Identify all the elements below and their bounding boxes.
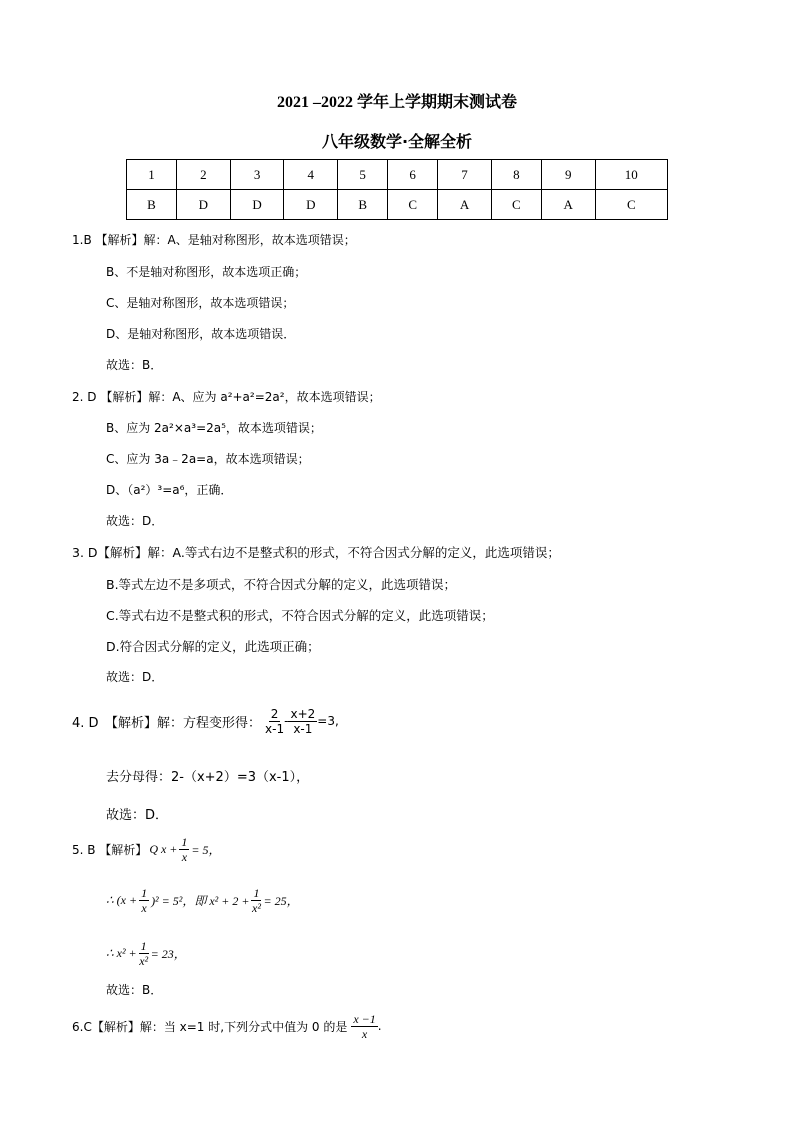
answer-cell: C [491,190,541,220]
q5-l2-numerator-2: 1 [253,885,260,900]
question-number: 6 [388,160,438,190]
question-number: 4 [284,160,338,190]
q6-numerator: x −1 [353,1011,376,1026]
answer-cell: C [595,190,667,220]
answer-cell: D [284,190,338,220]
q5-l2-denominator: x [141,900,147,915]
q2-option-b: B、应为 2a²×a³=2a⁵，故本选项错误； [106,421,322,435]
q1-head: 1.B 【解析】解：A、是轴对称图形，故本选项错误； [72,233,356,247]
answer-table-answer-row [127,190,668,220]
q5-head: 5. B 【解析】 [72,842,148,857]
q1-option-d: D、是轴对称图形，故本选项错误． [106,327,296,341]
q5-l2-numerator: 1 [141,885,148,900]
q1-option-c: C、是轴对称图形，故本选项错误； [106,296,295,310]
q6-denominator: x [361,1026,368,1041]
q4-fraction-2 [288,707,317,736]
q5-l1-denominator: x [181,849,188,864]
q1-choose: 故选：B． [106,358,163,372]
answer-cell: D [177,190,231,220]
page-subtitle: 八年级数学·全解全析 [321,132,473,151]
q5-l3-numerator: 1 [140,938,147,953]
q4-fraction-1 [265,707,284,736]
q5-l1-a: Q x + [149,841,178,856]
q4-head-line [72,701,339,741]
answer-table [126,159,668,220]
q6-fraction [351,1012,377,1041]
q5-l3-denominator: x² [139,953,149,968]
answer-cell: C [388,190,438,220]
question-number: 7 [438,160,492,190]
q5-l2-fraction-2 [251,886,261,915]
q4-fraction-2-numerator: x+2 [290,706,316,721]
q3-choose: 故选：D． [106,670,164,684]
q4-fraction-2-denominator: x-1 [293,721,313,736]
q2-option-c: C、应为 3a﹣2a=a，故本选项错误； [106,452,310,466]
q5-l3-a: ∴ x² + [106,945,137,960]
q3-option-c: C.等式右边不是整式积的形式，不符合因式分解的定义，此选项错误； [106,608,494,623]
question-number: 10 [595,160,667,190]
q4-minus: - [284,714,289,728]
q5-l2-c: = 25， [263,893,299,908]
q2-option-d: D、（a²）³=a⁶，正确． [106,483,233,497]
q5-line3 [106,935,186,971]
q5-l2-denominator-2: x² [252,900,261,915]
q4-line2: 去分母得：2-（x+2）=3（x-1）， [106,770,310,785]
q4-head: 4. D 【解析】解：方程变形得： [72,715,262,731]
question-number: 9 [541,160,595,190]
q5-choose: 故选：B． [106,983,163,997]
q6-tail: . [377,1019,382,1033]
q2-choose: 故选：D． [106,514,164,528]
answer-cell: B [338,190,388,220]
q4-tail: =3, [317,714,339,728]
question-number: 2 [177,160,231,190]
answer-table-number-row [127,160,668,190]
q5-l3-fraction [139,939,149,968]
question-number: 5 [338,160,388,190]
answer-cell: A [541,190,595,220]
question-number: 3 [230,160,284,190]
q4-fraction-1-numerator: 2 [270,706,279,721]
q3-option-b: B.等式左边不是多项式，不符合因式分解的定义，此选项错误； [106,577,457,592]
q5-l1-b: = 5， [191,842,221,857]
answer-cell: B [127,190,177,220]
answer-cell: D [230,190,284,220]
q3-option-d: D.符合因式分解的定义，此选项正确； [106,639,320,654]
q5-line1 [72,832,221,866]
q6-head: 6.C【解析】解：当 x=1 时,下列分式中值为 0 的是 [72,1019,348,1034]
q3-head: 3. D【解析】解：A.等式右边不是整式积的形式，不符合因式分解的定义，此选项错误； [72,545,560,560]
q1-option-b: B、不是轴对称图形，故本选项正确； [106,265,307,279]
page-title: 2021 –2022 学年上学期期末测试卷 [276,94,517,111]
q5-l3-b: = 23， [150,946,186,961]
question-number: 1 [127,160,177,190]
q5-l2-a: ∴ (x + [106,892,138,907]
q5-line2 [106,882,299,918]
question-number: 8 [491,160,541,190]
q2-head: 2. D 【解析】解：A、应为 a²+a²=2a²，故本选项错误； [72,390,381,404]
answer-cell: A [438,190,492,220]
q4-choose: 故选：D． [106,808,169,823]
q6-line [72,1008,382,1044]
q5-l2-fraction [139,886,149,915]
q4-fraction-1-denominator: x-1 [265,721,285,736]
q5-l1-fraction [179,835,189,864]
q5-l2-b: )² = 5²，即 x² + 2 + [151,893,250,908]
q5-l1-numerator: 1 [181,834,188,849]
